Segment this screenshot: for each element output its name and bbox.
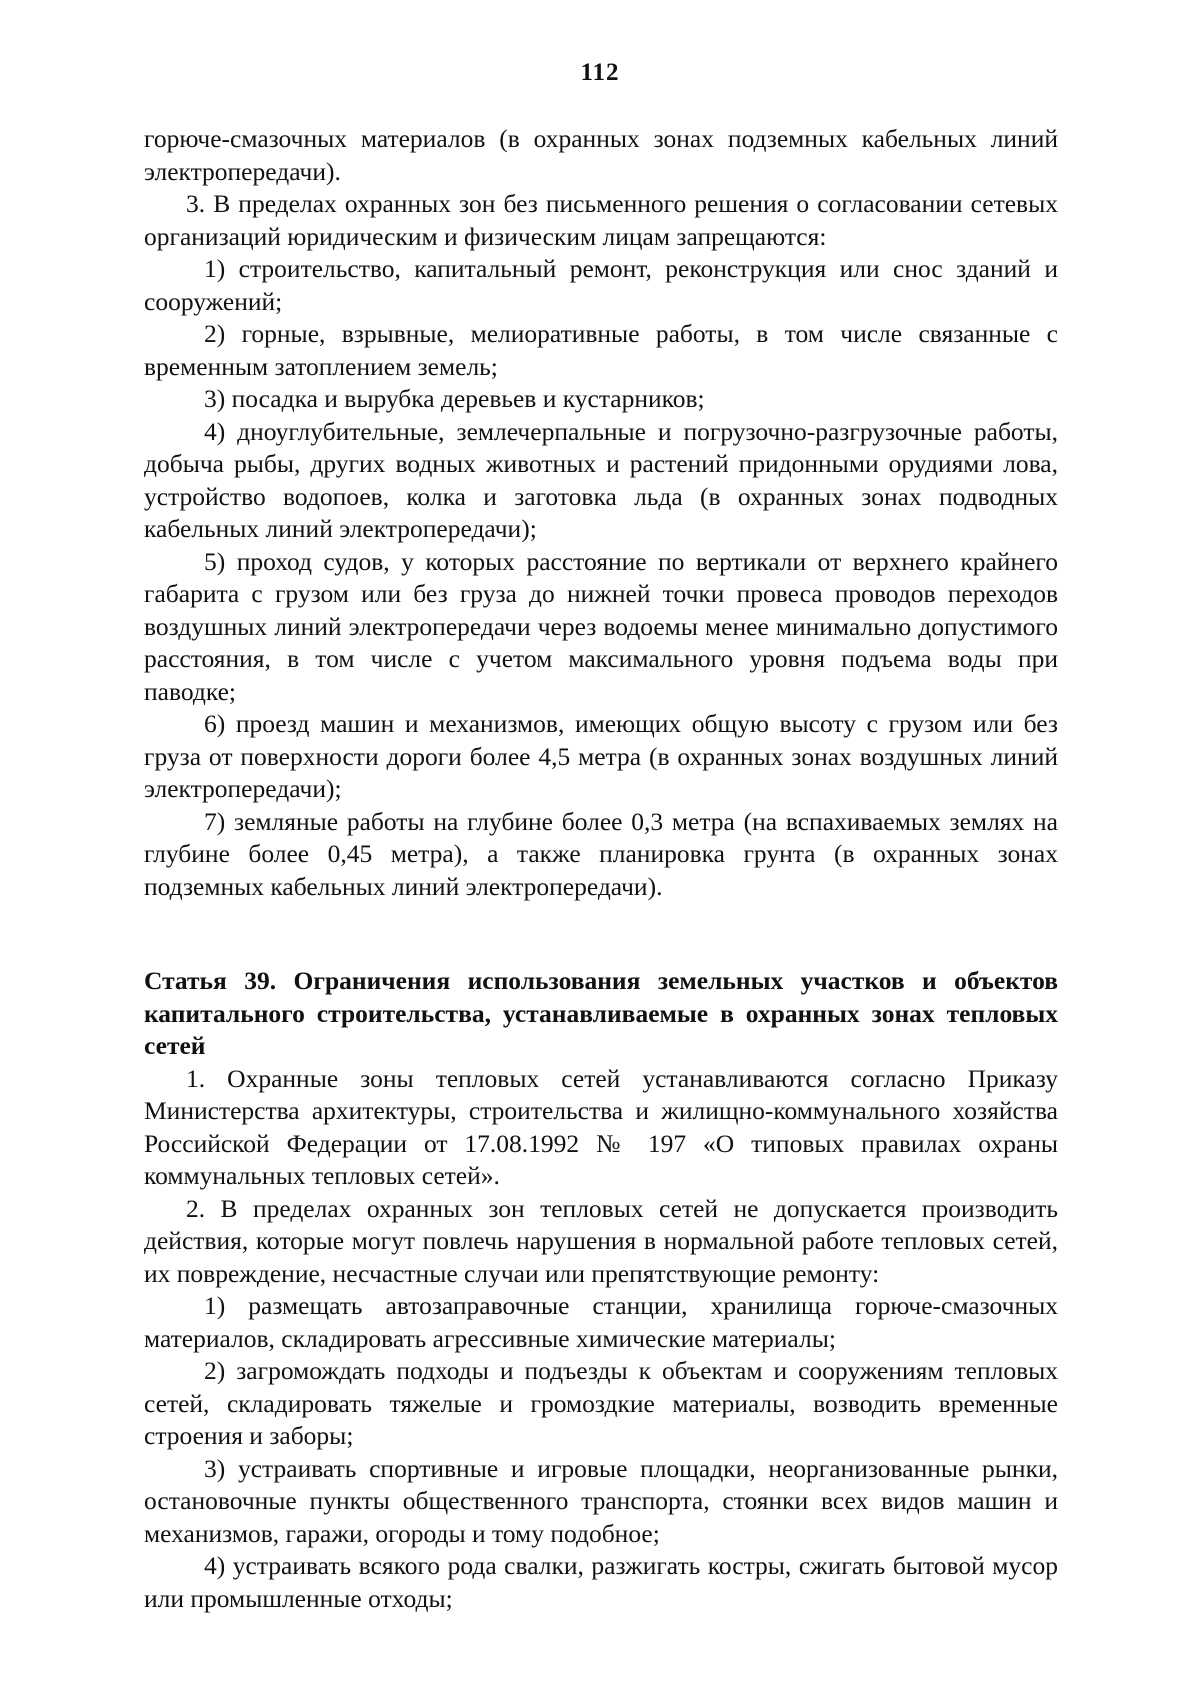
page-number: 112 <box>580 59 620 86</box>
paragraph: 2) загромождать подходы и подъезды к объектам и сооружениям тепловых сетей, складировать тяжелые и громоздкие материалы, возводить временные строения и заборы; <box>144 1356 1058 1450</box>
article-heading: Статья 39. Ограничения использования земельных участков и объектов капитального строительства, устанавливаемые в охранных зонах тепловых сетей <box>144 966 1058 1060</box>
paragraph: 7) земляные работы на глубине более 0,3 метра (на вспахиваемых землях на глубине более 0,45 метра), а также планировка грунта (в охранных зонах подземных кабельных линий электропередачи). <box>144 806 1058 901</box>
paragraph: 6) проезд машин и механизмов, имеющих общую высоту с грузом или без груза от поверхности дороги более 4,5 метра (в охранных зонах воздушных линий электропередачи); <box>144 709 1058 803</box>
document-body <box>144 123 1058 1615</box>
paragraphs-before <box>144 123 1058 903</box>
paragraph: 3) устраивать спортивные и игровые площадки, неорганизованные рынки, остановочные пункты общественного транспорта, стоянки всех видов машин и механизмов, гаражи, огороды и тому подобное; <box>144 1453 1058 1548</box>
paragraph: 3) посадка и вырубка деревьев и кустарников; <box>204 384 705 413</box>
paragraph: 4) устраивать всякого рода свалки, разжигать костры, сжигать бытовой мусор или промышленные отходы; <box>144 1551 1058 1613</box>
paragraph: 4) дноуглубительные, землечерпальные и погрузочно-разгрузочные работы, добыча рыбы, других водных животных и растений придонными орудиями лова, устройство водопоев, колка и заготовка льда (в охранных зонах подводных кабельных линий электропередачи); <box>144 416 1058 543</box>
paragraphs-after <box>144 1063 1058 1616</box>
paragraph: горюче-смазочных материалов (в охранных зонах подземных кабельных линий электропередачи). <box>144 124 1058 186</box>
paragraph: 2) горные, взрывные, мелиоративные работы, в том числе связанные с временным затоплением земель; <box>144 319 1058 381</box>
paragraph: 1) размещать автозаправочные станции, хранилища горюче-смазочных материалов, складировать агрессивные химические материалы; <box>144 1291 1058 1353</box>
paragraph: 2. В пределах охранных зон тепловых сетей не допускается производить действия, которые могут повлечь нарушения в нормальной работе тепловых сетей, их повреждение, несчастные случаи или препятствующие ремонту: <box>144 1193 1058 1288</box>
paragraph: 3. В пределах охранных зон без письменного решения о согласовании сетевых организаций юридическим и физическим лицам запрещаются: <box>144 189 1058 251</box>
paragraph: 1) строительство, капитальный ремонт, реконструкция или снос зданий и сооружений; <box>144 254 1058 316</box>
paragraph: 1. Охранные зоны тепловых сетей устанавливаются согласно Приказу Министерства архитектуры, строительства и жилищно-коммунального хозяйства Российской Федерации от 17.08.1992 № 197 «О типовых правилах охраны коммунальных тепловых сетей». <box>144 1063 1058 1190</box>
paragraph: 5) проход судов, у которых расстояние по вертикали от верхнего крайнего габарита с грузом или без груза до нижней точки провеса проводов переходов воздушных линий электропередачи через водоемы менее минимально допустимого расстояния, в том числе с учетом максимального уровня подъема воды при паводке; <box>144 546 1058 706</box>
